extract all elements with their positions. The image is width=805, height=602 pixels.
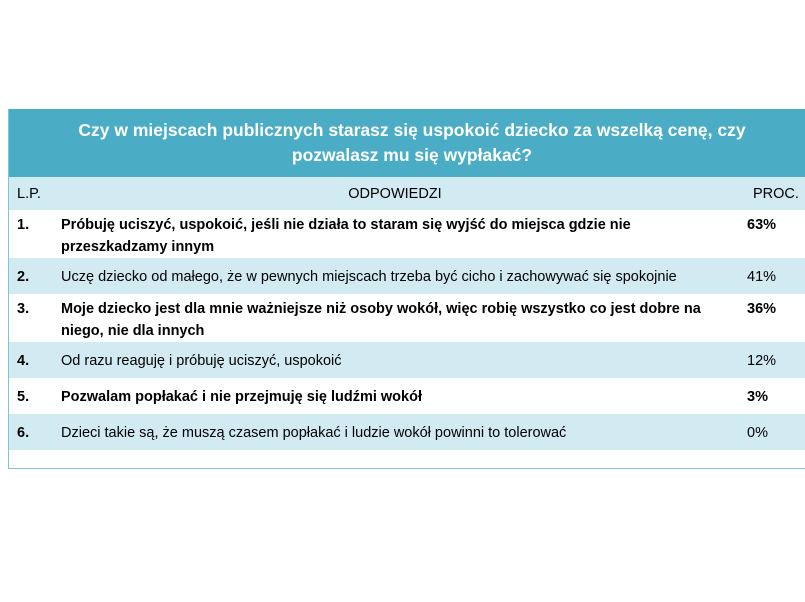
row-percent: 41% bbox=[747, 268, 777, 285]
row-answer: Od razu reaguję i próbuję uciszyć, uspokoić bbox=[61, 352, 342, 369]
row-answer: Pozwalam popłakać i nie przejmuję się ludźmi wokół bbox=[61, 388, 422, 405]
row-lp: 5. bbox=[17, 388, 30, 405]
row-answer: Próbuję uciszyć, uspokoić, jeśli nie działa to staram się wyjść do miejsca gdzie nie przeszkadzamy innym bbox=[61, 217, 631, 255]
header-percent: PROC. bbox=[753, 185, 799, 202]
table-row bbox=[9, 343, 805, 379]
row-percent: 3% bbox=[747, 388, 768, 405]
table-row bbox=[9, 415, 805, 451]
table-row bbox=[9, 211, 805, 259]
row-percent: 0% bbox=[747, 424, 768, 441]
row-lp: 2. bbox=[17, 268, 30, 285]
table-header-row bbox=[9, 177, 805, 211]
table-row bbox=[9, 259, 805, 295]
row-lp: 6. bbox=[17, 424, 30, 441]
row-lp: 1. bbox=[17, 217, 30, 233]
row-answer: Moje dziecko jest dla mnie ważniejsze niż osoby wokół, więc robię wszystko co jest dobre na niego, nie dla innych bbox=[61, 301, 701, 339]
table-row bbox=[9, 379, 805, 415]
row-percent: 12% bbox=[747, 352, 777, 369]
row-lp: 4. bbox=[17, 352, 30, 369]
row-answer: Uczę dziecko od małego, że w pewnych miejscach trzeba być cicho i zachowywać się spokojnie bbox=[61, 268, 677, 285]
row-answer: Dzieci takie są, że muszą czasem popłakać i ludzie wokół powinni to tolerować bbox=[61, 424, 567, 441]
header-lp: L.P. bbox=[17, 185, 41, 202]
survey-table bbox=[8, 109, 805, 469]
header-answers: ODPOWIEDZI bbox=[348, 185, 442, 202]
table-title-bar bbox=[9, 109, 805, 177]
table-row bbox=[9, 295, 805, 343]
table-title: Czy w miejscach publicznych starasz się uspokoić dziecko za wszelką cenę, czy pozwalasz mu się wypłakać? bbox=[78, 120, 746, 165]
row-lp: 3. bbox=[17, 301, 30, 317]
row-percent: 63% bbox=[747, 217, 777, 233]
row-percent: 36% bbox=[747, 301, 777, 317]
